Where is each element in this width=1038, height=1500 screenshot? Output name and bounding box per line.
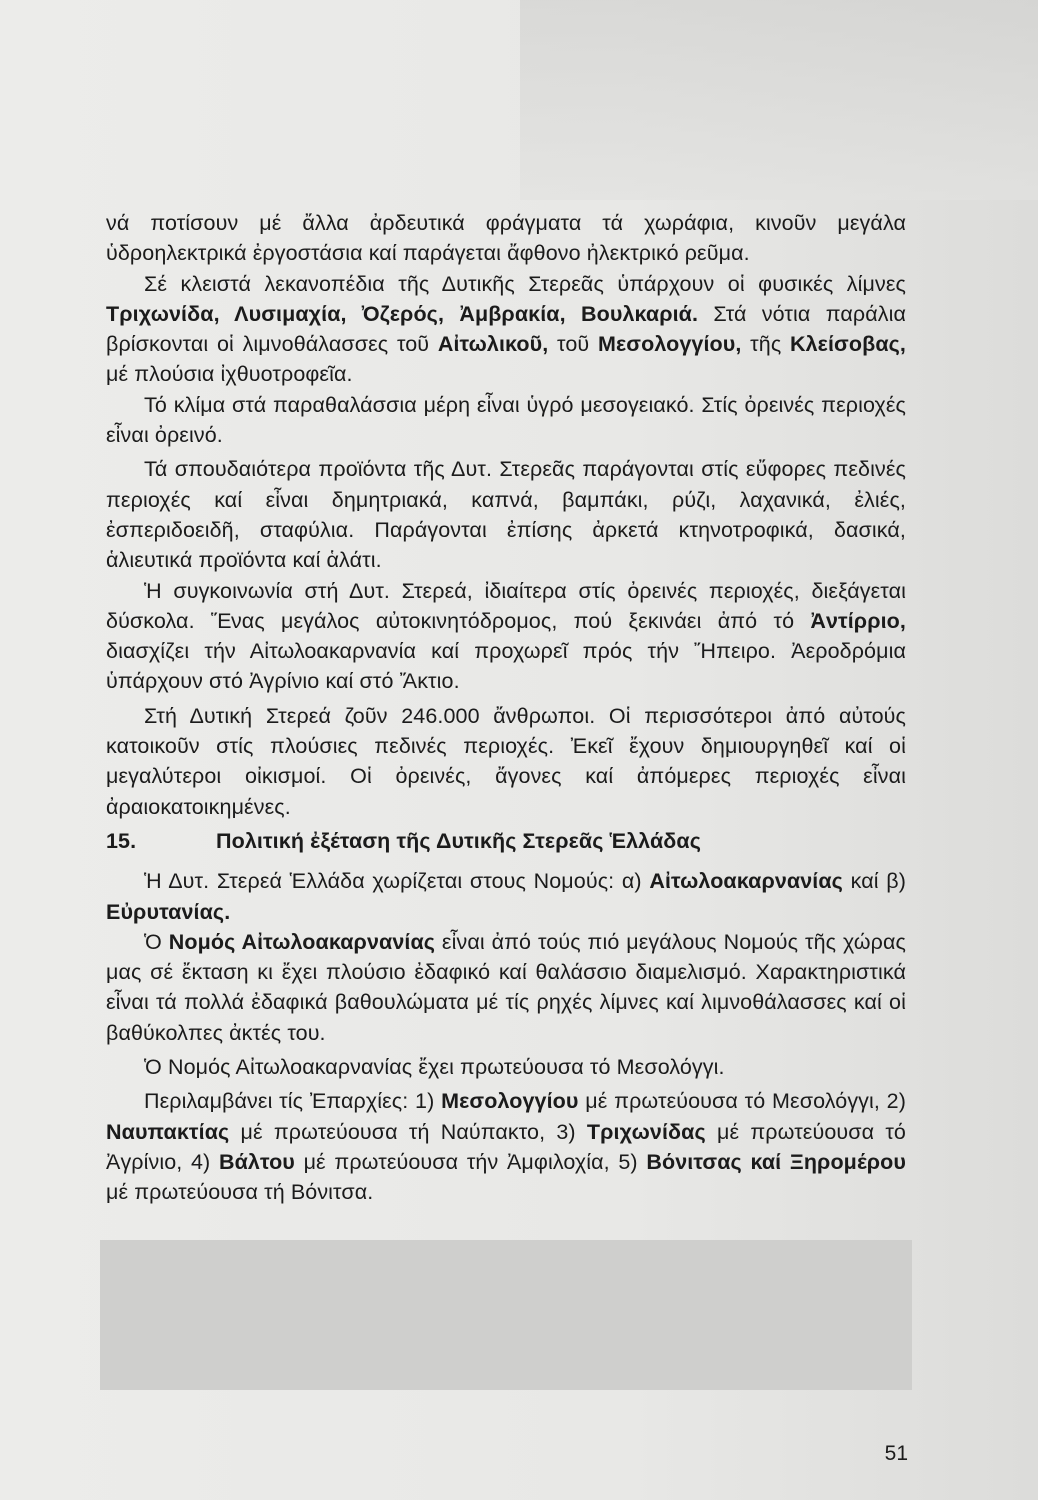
province-mesolongi: Μεσολογγίου — [441, 1089, 579, 1114]
lagoon-kleisova: Κλείσοβας, — [790, 332, 906, 357]
section-title: Πολιτική ἐξέταση τῆς Δυτικῆς Στερεᾶς Ἑλλάδας — [216, 828, 702, 853]
paragraph-prefectures: Ἡ Δυτ. Στερεά Ἑλλάδα χωρίζεται στους Νομούς: α) Αἰτωλοακαρνανίας καί β) Εὐρυτανίας. — [106, 869, 906, 924]
lagoon-aitoliko: Αἰτωλικοῦ, — [437, 332, 549, 357]
paragraph-lakes: Σέ κλειστά λεκανοπέδια τῆς Δυτικῆς Στερεᾶς ὑπάρχουν οἱ φυσικές λίμνες Τριχωνίδα, Λυσιμαχία, Ὀζερός, Ἀμβρακία, Βουλκαριά. Στά νότια παράλια βρίσκονται οἱ λιμνοθάλασσες τοῦ Αἰτωλικοῦ, τοῦ Μεσολογγίου, τῆς Κλείσοβας, μέ πλούσια ἰχθυοτροφεῖα. — [106, 271, 906, 387]
province-nafpaktia: Ναυπακτίας — [106, 1119, 230, 1144]
paragraph-climate: Τό κλίμα στά παραθαλάσσια μέρη εἶναι ὑγρό μεσογειακό. Στίς ὀρεινές περιοχές εἶναι ὀρεινό. — [106, 392, 906, 448]
section-heading — [106, 826, 906, 856]
paragraph-provinces: Περιλαμβάνει τίς Ἐπαρχίες: 1) Μεσολογγίου μέ πρωτεύουσα τό Μεσολόγγι, 2) Ναυπακτίας μέ πρωτεύουσα τή Ναύπακτο, 3) Τριχωνίδας μέ πρωτεύουσα τό Ἀγρίνιο, 4) Βάλτου μέ πρωτεύουσα τήν Ἀμφιλοχία, 5) Βόνιτσας καί Ξηρομέρου μέ πρωτεύουσα τή Βόνιτσα. — [106, 1089, 906, 1205]
prefecture-evrytania: Εὐρυτανίας. — [106, 899, 231, 924]
section-number: 15. — [106, 828, 137, 853]
prefecture-name: Νομός Αἰτωλοακαρνανίας — [168, 929, 436, 954]
paragraph-transport: Ἡ συγκοινωνία στή Δυτ. Στερεά, ἰδιαίτερα στίς ὀρεινές περιοχές, διεξάγεται δύσκολα. Ἕνας μεγάλος αὐτοκινητόδρομος, πού ξεκινάει ἀπό τό Ἀντίρριο, διασχίζει τήν Αἰτωλοακαρνανία καί προχωρεῖ πρός τήν Ἤπειρο. Ἀεροδρόμια ὑπάρχουν στό Ἀγρίνιο καί στό Ἄκτιο. — [106, 578, 906, 694]
province-vonitsa-xiromero: Βόνιτσας καί Ξηρομέρου — [646, 1149, 906, 1174]
lagoon-mesolongi: Μεσολογγίου, — [597, 332, 742, 357]
paragraph-aitoloakarnania: Ὁ Νομός Αἰτωλοακαρνανίας εἶναι ἀπό τούς πιό μεγάλους Νομούς τῆς χώρας μας σέ ἔκταση κι ἔχει πλούσιο ἐδαφικό καί θαλάσσιο διαμελισμό. Χαρακτηριστικά εἶναι τά πολλά ἐδαφικά βαθουλώματα μέ τίς ρηχές λίμνες καί λιμνοθάλασσες καί οἱ βαθύκολπες ἀκτές του. — [106, 929, 906, 1045]
prefecture-aitoloakarnania: Αἰτωλοακαρνανίας — [649, 869, 843, 894]
province-valtos: Βάλτου — [218, 1149, 295, 1174]
highlighted-region — [100, 1240, 912, 1390]
place-antirrio: Ἀντίρριο, — [810, 608, 906, 633]
paragraph-population: Στή Δυτική Στερεά ζοῦν 246.000 ἄνθρωποι. Οἱ περισσότεροι ἀπό αὐτούς κατοικοῦν στίς πλούσιες πεδινές περιοχές. Ἐκεῖ ἔχουν δημιουργηθεῖ καί οἱ μεγαλύτεροι οἰκισμοί. Οἱ ὀρεινές, ἄγονες καί ἀπόμερες περιοχές εἶναι ἀραιοκατοικημένες. — [106, 703, 906, 819]
body-text — [106, 208, 906, 1208]
paragraph-products: Τά σπουδαιότερα προϊόντα τῆς Δυτ. Στερεᾶς παράγονται στίς εὔφορες πεδινές περιοχές καί εἶναι δημητριακά, καπνά, βαμπάκι, ρύζι, λαχανικά, ἐλιές, ἐσπεριδοειδῆ, σταφύλια. Παράγονται ἐπίσης ἀρκετά κτηνοτροφικά, δασικά, ἁλιευτικά προϊόντα καί ἁλάτι. — [106, 457, 906, 573]
page-number: 51 — [884, 1442, 908, 1465]
paragraph-capital: Ὁ Νομός Αἰτωλοακαρνανίας ἔχει πρωτεύουσα τό Μεσολόγγι. — [144, 1055, 725, 1080]
province-trichonida: Τριχωνίδας — [586, 1119, 706, 1144]
paragraph-irrigation: νά ποτίσουν μέ ἄλλα ἀρδευτικά φράγματα τά χωράφια, κινοῦν μεγάλα ὑδροηλεκτρικά ἐργοστάσια καί παράγεται ἄφθονο ἠλεκτρικό ρεῦμα. — [106, 211, 906, 266]
lakes-names: Τριχωνίδα, Λυσιμαχία, Ὀζερός, Ἀμβρακία, Βουλκαριά. — [106, 301, 699, 326]
show-through-area — [520, 0, 1038, 200]
